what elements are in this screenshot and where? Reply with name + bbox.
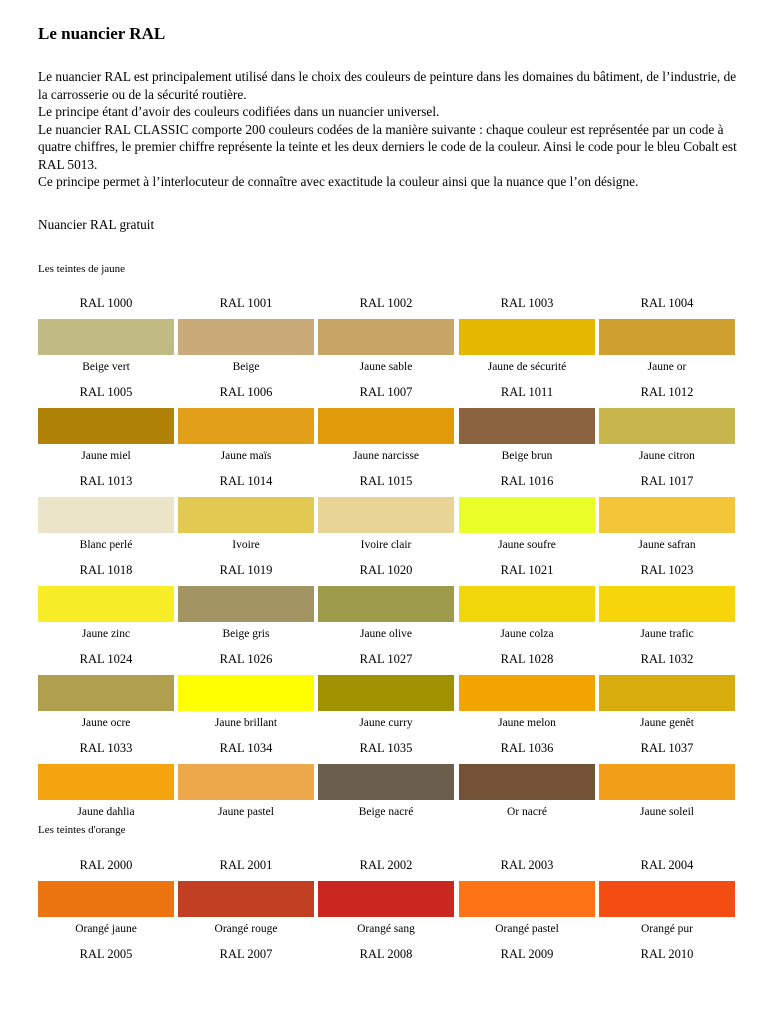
color-name: Ivoire clair: [360, 539, 412, 551]
color-swatch: [178, 319, 314, 355]
color-name: Jaune curry: [359, 717, 413, 729]
color-name: Ivoire: [232, 539, 260, 551]
color-name: Blanc perlé: [79, 539, 133, 551]
color-swatch: [178, 497, 314, 533]
intro-paragraph: Le nuancier RAL CLASSIC comporte 200 couleurs codées de la manière suivante : chaque couleur est représentée par un code à quatre chiffres, le premier chiffre représente la teinte et les deux derniers le code de la couleur. Ainsi le code pour le bleu Cobalt est RAL 5013.: [38, 121, 737, 172]
color-swatch: [38, 319, 174, 355]
swatch-row: [38, 473, 738, 562]
color-name: Jaune genêt: [640, 717, 694, 729]
ral-code: RAL 2002: [359, 858, 413, 872]
swatch-row: [38, 295, 738, 384]
swatch-row: [38, 384, 738, 473]
ral-code: RAL 1006: [219, 385, 273, 399]
color-swatch: [459, 497, 595, 533]
color-swatch: [318, 764, 454, 800]
color-swatch: [599, 881, 735, 917]
color-swatch: [38, 675, 174, 711]
ral-code: RAL 1023: [640, 563, 694, 577]
ral-code: RAL 1018: [79, 563, 133, 577]
ral-code: RAL 1034: [219, 741, 273, 755]
ral-code: RAL 1028: [500, 652, 554, 666]
color-name: Beige: [232, 361, 260, 373]
ral-code: RAL 1013: [79, 474, 133, 488]
color-swatch: [318, 408, 454, 444]
color-swatch: [599, 586, 735, 622]
swatch-row: [38, 740, 738, 829]
color-name: Jaune trafic: [640, 628, 694, 640]
intro-text: [38, 68, 738, 191]
color-swatch: [459, 319, 595, 355]
color-swatch: [318, 586, 454, 622]
ral-code: RAL 1036: [500, 741, 554, 755]
color-swatch: [38, 586, 174, 622]
intro-paragraph: Le nuancier RAL est principalement utilisé dans le choix des couleurs de peinture dans les domaines du bâtiment, de l’industrie, de la carrosserie ou de la sécurité routière.: [38, 69, 737, 102]
ral-code: RAL 1005: [79, 385, 133, 399]
ral-code: RAL 1007: [359, 385, 413, 399]
color-swatch: [459, 408, 595, 444]
ral-code: RAL 1020: [359, 563, 413, 577]
ral-code: RAL 1003: [500, 296, 554, 310]
color-name: Jaune dahlia: [77, 806, 135, 818]
color-swatch: [599, 675, 735, 711]
color-name: Jaune melon: [498, 717, 556, 729]
ral-code: RAL 2008: [359, 947, 413, 961]
ral-code: RAL 1026: [219, 652, 273, 666]
ral-code: RAL 2003: [500, 858, 554, 872]
color-swatch: [178, 586, 314, 622]
color-name: Jaune miel: [81, 450, 131, 462]
ral-code: RAL 2005: [79, 947, 133, 961]
ral-code: RAL 1000: [79, 296, 133, 310]
ral-code: RAL 1004: [640, 296, 694, 310]
color-swatch: [318, 675, 454, 711]
color-name: Orangé pastel: [495, 923, 559, 935]
ral-code: RAL 1033: [79, 741, 133, 755]
color-name: Jaune or: [647, 361, 687, 373]
color-name: Jaune citron: [639, 450, 695, 462]
color-name: Orangé pur: [640, 923, 694, 935]
color-swatch: [178, 675, 314, 711]
ral-code: RAL 1011: [500, 385, 554, 399]
color-swatch: [178, 408, 314, 444]
ral-code: RAL 1035: [359, 741, 413, 755]
color-name: Orangé sang: [357, 923, 415, 935]
intro-paragraph: Ce principe permet à l’interlocuteur de connaître avec exactitude la couleur ainsi que la nuance que l’on désigne.: [38, 174, 639, 189]
color-name: Jaune soleil: [640, 806, 694, 818]
color-name: Jaune safran: [638, 539, 696, 551]
color-name: Orangé rouge: [214, 923, 278, 935]
ral-code: RAL 2007: [219, 947, 273, 961]
ral-code: RAL 1017: [640, 474, 694, 488]
color-swatch: [599, 497, 735, 533]
ral-code: RAL 1012: [640, 385, 694, 399]
ral-code: RAL 1014: [219, 474, 273, 488]
section-title-yellow: Les teintes de jaune: [38, 263, 126, 275]
ral-code: RAL 2001: [219, 858, 273, 872]
intro-paragraph: Le principe étant d’avoir des couleurs codifiées dans un nuancier universel.: [38, 104, 440, 119]
color-name: Beige brun: [501, 450, 553, 462]
color-name: Jaune zinc: [81, 628, 131, 640]
color-name: Jaune colza: [500, 628, 554, 640]
ral-code: RAL 1001: [219, 296, 273, 310]
color-name: Orangé jaune: [75, 923, 137, 935]
color-swatch: [38, 764, 174, 800]
swatch-row: [38, 562, 738, 651]
color-swatch: [599, 764, 735, 800]
color-swatch: [38, 881, 174, 917]
color-name: Jaune olive: [359, 628, 413, 640]
color-name: Jaune brillant: [214, 717, 278, 729]
swatch-row: [38, 946, 738, 1035]
color-name: Jaune narcisse: [352, 450, 420, 462]
color-name: Or nacré: [507, 806, 547, 818]
swatch-row: [38, 857, 738, 946]
color-name: Jaune maïs: [220, 450, 272, 462]
color-swatch: [318, 881, 454, 917]
ral-code: RAL 1002: [359, 296, 413, 310]
ral-code: RAL 1016: [500, 474, 554, 488]
color-name: Beige vert: [82, 361, 130, 373]
free-chart-link[interactable]: Nuancier RAL gratuit: [38, 217, 155, 232]
ral-code: RAL 1037: [640, 741, 694, 755]
section-title-orange: Les teintes d'orange: [38, 824, 126, 836]
color-swatch: [178, 881, 314, 917]
color-name: Beige gris: [222, 628, 270, 640]
color-swatch: [459, 881, 595, 917]
color-swatch: [318, 497, 454, 533]
orange-swatch-grid: [38, 857, 738, 1035]
color-swatch: [459, 675, 595, 711]
color-name: Jaune pastel: [218, 806, 274, 818]
ral-code: RAL 2010: [640, 947, 694, 961]
color-name: Jaune sable: [359, 361, 413, 373]
ral-code: RAL 2009: [500, 947, 554, 961]
ral-code: RAL 1027: [359, 652, 413, 666]
color-swatch: [38, 497, 174, 533]
color-name: Jaune soufre: [498, 539, 556, 551]
ral-code: RAL 1021: [500, 563, 554, 577]
color-swatch: [459, 764, 595, 800]
color-name: Beige nacré: [358, 806, 414, 818]
ral-code: RAL 2000: [79, 858, 133, 872]
ral-code: RAL 1032: [640, 652, 694, 666]
color-swatch: [38, 408, 174, 444]
yellow-swatch-grid: [38, 295, 738, 829]
color-name: Jaune de sécurité: [487, 361, 567, 373]
ral-code: RAL 1019: [219, 563, 273, 577]
color-swatch: [459, 586, 595, 622]
color-swatch: [599, 408, 735, 444]
ral-code: RAL 2004: [640, 858, 694, 872]
page-title: Le nuancier RAL: [38, 24, 166, 43]
ral-code: RAL 1015: [359, 474, 413, 488]
color-swatch: [178, 764, 314, 800]
color-swatch: [318, 319, 454, 355]
swatch-row: [38, 651, 738, 740]
ral-code: RAL 1024: [79, 652, 133, 666]
color-name: Jaune ocre: [81, 717, 131, 729]
color-swatch: [599, 319, 735, 355]
